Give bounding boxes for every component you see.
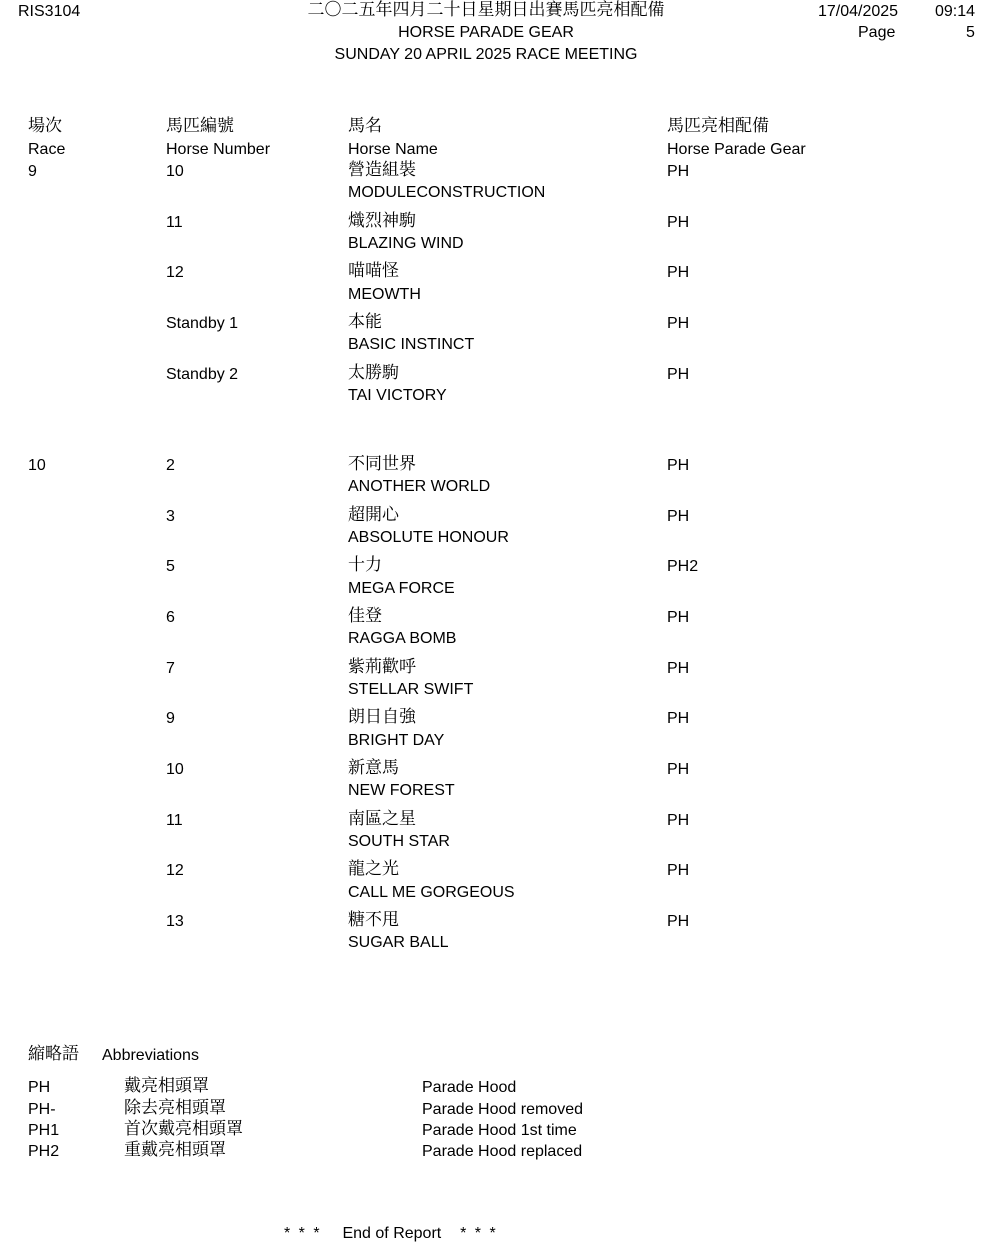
horse-gear: PH2 bbox=[667, 558, 699, 575]
horse-name-en: BASIC INSTINCT bbox=[348, 336, 475, 353]
end-stars-left: * * * bbox=[284, 1225, 322, 1242]
horse-number: 11 bbox=[166, 812, 183, 829]
horse-number: 6 bbox=[166, 609, 175, 626]
horse-number: 7 bbox=[166, 660, 175, 677]
horse-gear: PH bbox=[667, 214, 690, 231]
horse-name-en: MODULECONSTRUCTION bbox=[348, 184, 546, 201]
horse-number: 11 bbox=[166, 214, 183, 231]
horse-number: 3 bbox=[166, 508, 175, 525]
horse-name-zh: 熾烈神駒 bbox=[348, 211, 416, 231]
horse-name-zh: 太勝駒 bbox=[348, 363, 399, 383]
horse-gear: PH bbox=[667, 812, 690, 829]
horse-name-en: SOUTH STAR bbox=[348, 833, 450, 850]
horse-name-zh: 營造組裝 bbox=[348, 160, 416, 180]
horse-gear: PH bbox=[667, 913, 690, 930]
abbreviation-zh: 戴亮相頭罩 bbox=[124, 1076, 209, 1096]
report-id: RIS3104 bbox=[18, 3, 81, 20]
abbreviation-en: Parade Hood replaced bbox=[422, 1143, 583, 1160]
horse-name-en: CALL ME GORGEOUS bbox=[348, 884, 515, 901]
horse-gear: PH bbox=[667, 508, 690, 525]
horse-gear: PH bbox=[667, 366, 690, 383]
horse-name-en: MEGA FORCE bbox=[348, 580, 455, 597]
horse-number: 10 bbox=[166, 761, 184, 778]
horse-name-en: BRIGHT DAY bbox=[348, 732, 445, 749]
col-race-en: Race bbox=[28, 141, 66, 158]
horse-name-zh: 龍之光 bbox=[348, 859, 399, 879]
report-date: 17/04/2025 bbox=[818, 3, 899, 20]
horse-name-zh: 新意馬 bbox=[348, 758, 399, 778]
horse-number: 12 bbox=[166, 264, 184, 281]
abbreviation-code: PH- bbox=[28, 1101, 56, 1118]
horse-name-zh: 朗日自強 bbox=[348, 707, 416, 727]
horse-name-zh: 南區之星 bbox=[348, 809, 416, 829]
race-number: 10 bbox=[28, 457, 46, 474]
abbreviations-heading-en: Abbreviations bbox=[102, 1047, 199, 1064]
horse-gear: PH bbox=[667, 660, 690, 677]
horse-number: 10 bbox=[166, 163, 184, 180]
horse-number: Standby 1 bbox=[166, 315, 239, 332]
horse-gear: PH bbox=[667, 609, 690, 626]
report-subtitle: SUNDAY 20 APRIL 2025 RACE MEETING bbox=[334, 46, 638, 63]
col-race-zh: 場次 bbox=[28, 116, 62, 136]
horse-gear: PH bbox=[667, 862, 690, 879]
col-number-zh: 馬匹編號 bbox=[166, 116, 234, 136]
horse-name-en: NEW FOREST bbox=[348, 782, 455, 799]
horse-name-en: ANOTHER WORLD bbox=[348, 478, 491, 495]
horse-name-en: STELLAR SWIFT bbox=[348, 681, 474, 698]
horse-number: Standby 2 bbox=[166, 366, 239, 383]
page-number: 5 bbox=[966, 24, 975, 41]
abbreviation-en: Parade Hood 1st time bbox=[422, 1122, 577, 1139]
horse-gear: PH bbox=[667, 457, 690, 474]
horse-name-zh: 佳登 bbox=[348, 606, 382, 626]
abbreviation-zh: 除去亮相頭罩 bbox=[124, 1098, 226, 1118]
col-name-en: Horse Name bbox=[348, 141, 438, 158]
horse-name-en: TAI VICTORY bbox=[348, 387, 447, 404]
race-number: 9 bbox=[28, 163, 37, 180]
horse-name-zh: 本能 bbox=[348, 312, 382, 332]
horse-gear: PH bbox=[667, 163, 690, 180]
report-title-en: HORSE PARADE GEAR bbox=[398, 24, 574, 41]
abbreviation-code: PH2 bbox=[28, 1143, 60, 1160]
horse-name-en: RAGGA BOMB bbox=[348, 630, 457, 647]
page-label: Page bbox=[858, 24, 896, 41]
col-name-zh: 馬名 bbox=[348, 116, 382, 136]
end-of-report-text: End of Report bbox=[342, 1225, 442, 1242]
horse-name-en: BLAZING WIND bbox=[348, 235, 464, 252]
horse-gear: PH bbox=[667, 315, 690, 332]
horse-name-zh: 十力 bbox=[348, 555, 382, 575]
horse-name-en: MEOWTH bbox=[348, 286, 421, 303]
col-number-en: Horse Number bbox=[166, 141, 271, 158]
col-gear-en: Horse Parade Gear bbox=[667, 141, 806, 158]
horse-name-en: ABSOLUTE HONOUR bbox=[348, 529, 509, 546]
horse-name-en: SUGAR BALL bbox=[348, 934, 449, 951]
horse-number: 9 bbox=[166, 710, 175, 727]
col-gear-zh: 馬匹亮相配備 bbox=[667, 116, 769, 136]
horse-number: 12 bbox=[166, 862, 184, 879]
end-stars-right: * * * bbox=[460, 1225, 498, 1242]
end-of-report bbox=[284, 1224, 498, 1243]
horse-number: 5 bbox=[166, 558, 175, 575]
horse-name-zh: 不同世界 bbox=[348, 454, 416, 474]
horse-name-zh: 喵喵怪 bbox=[348, 261, 399, 281]
abbreviation-code: PH bbox=[28, 1079, 51, 1096]
abbreviation-zh: 重戴亮相頭罩 bbox=[124, 1140, 226, 1160]
horse-name-zh: 超開心 bbox=[348, 505, 399, 525]
report-time: 09:14 bbox=[935, 3, 976, 20]
horse-gear: PH bbox=[667, 264, 690, 281]
horse-gear: PH bbox=[667, 710, 690, 727]
abbreviation-en: Parade Hood bbox=[422, 1079, 517, 1096]
horse-number: 13 bbox=[166, 913, 184, 930]
abbreviations-heading-zh: 縮略語 bbox=[28, 1044, 79, 1064]
abbreviation-en: Parade Hood removed bbox=[422, 1101, 583, 1118]
abbreviation-code: PH1 bbox=[28, 1122, 60, 1139]
horse-number: 2 bbox=[166, 457, 175, 474]
horse-gear: PH bbox=[667, 761, 690, 778]
horse-name-zh: 紫荊歡呼 bbox=[348, 657, 416, 677]
abbreviation-zh: 首次戴亮相頭罩 bbox=[124, 1119, 243, 1139]
horse-name-zh: 糖不甩 bbox=[348, 910, 399, 930]
report-title-zh: 二〇二五年四月二十日星期日出賽馬匹亮相配備 bbox=[307, 0, 665, 20]
